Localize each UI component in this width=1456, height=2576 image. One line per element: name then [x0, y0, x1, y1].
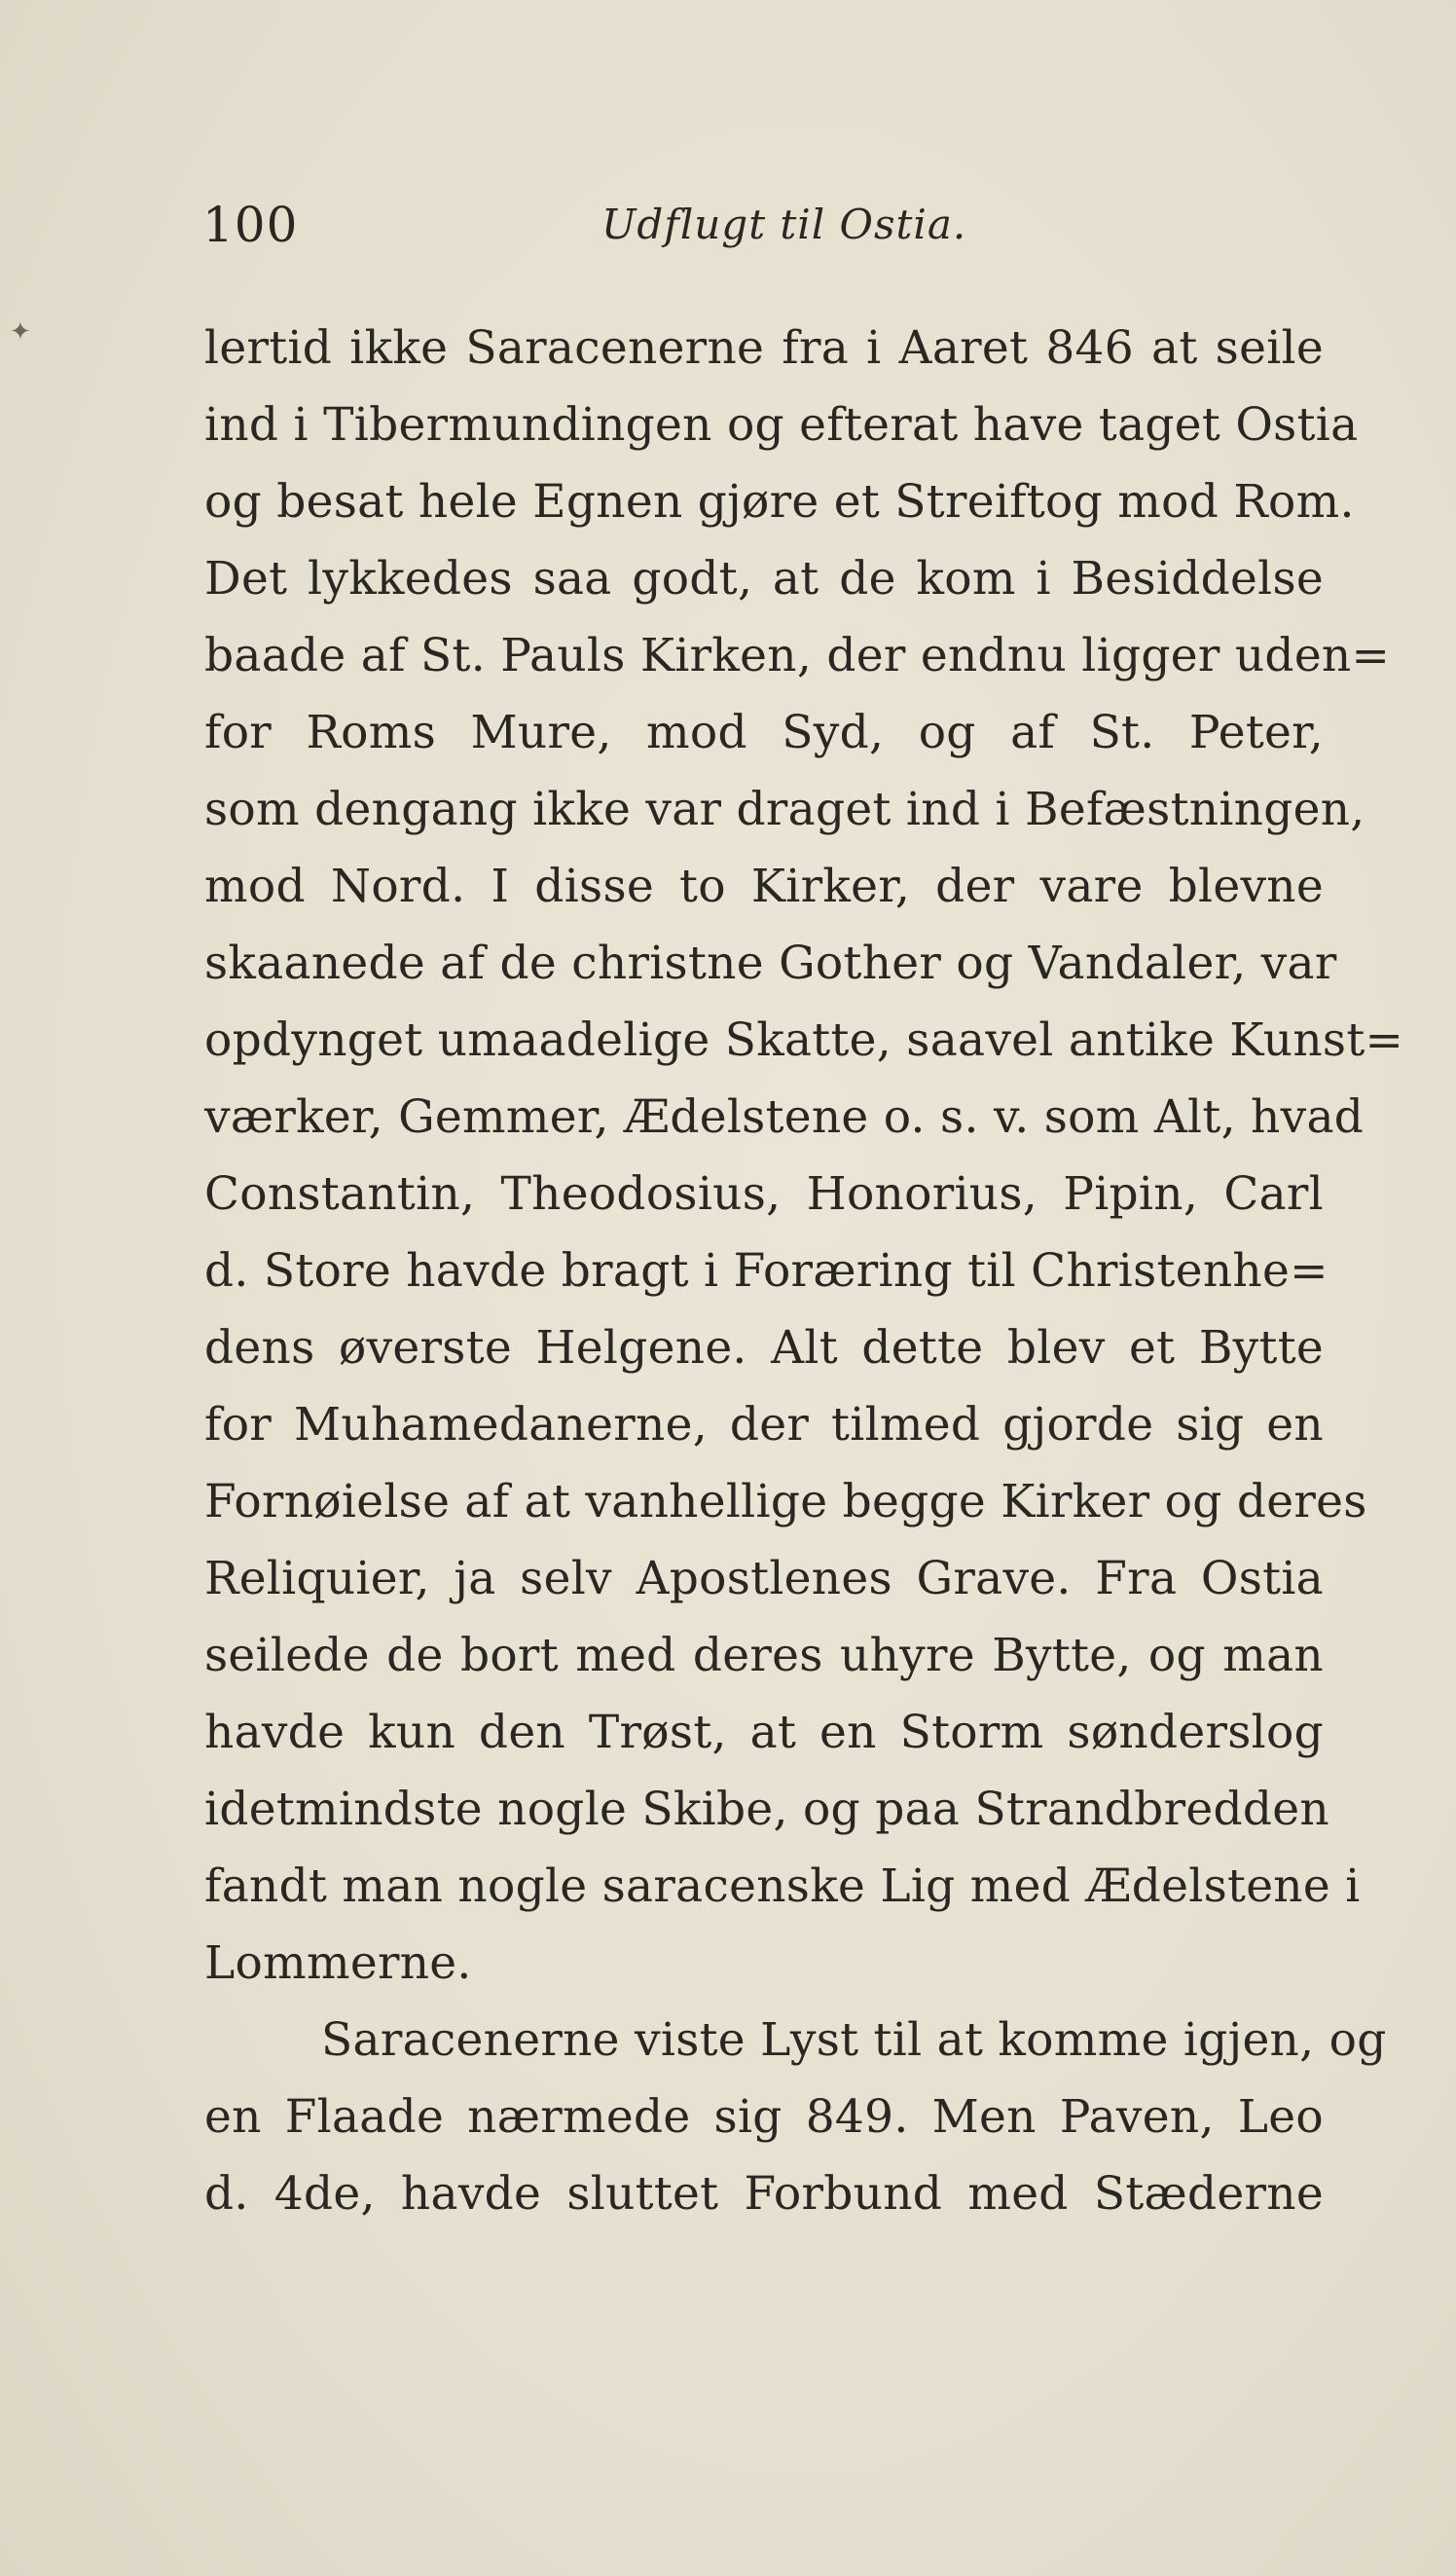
- text-line: fandt man nogle saracenske Lig med Ædelstene i: [204, 1859, 1361, 1913]
- text-line: Fornøielse af at vanhellige begge Kirker og deres: [204, 1475, 1367, 1528]
- text-line: Saracenerne viste Lyst til at komme igjen, og: [321, 2013, 1387, 2067]
- text-line: d. Store havde bragt i Foræring til Christenhe=: [204, 1244, 1329, 1298]
- text-line: en Flaade nærmede sig 849. Men Paven, Leo: [204, 2090, 1324, 2144]
- text-line: Constantin, Theodosius, Honorius, Pipin, Carl: [204, 1167, 1324, 1221]
- running-title: Udflugt til Ostia.: [601, 201, 967, 248]
- text-line: seilede de bort med deres uhyre Bytte, og man: [204, 1629, 1324, 1682]
- text-line: mod Nord. I disse to Kirker, der vare blevne: [204, 860, 1324, 913]
- text-line: Lommerne.: [204, 1936, 472, 1990]
- body-text: [204, 310, 1404, 2232]
- margin-mark: ✦: [10, 317, 31, 347]
- text-line: baade af St. Pauls Kirken, der endnu ligger uden=: [204, 629, 1391, 682]
- text-line: og besat hele Egnen gjøre et Streiftog mod Rom.: [204, 475, 1355, 529]
- text-line: ind i Tibermundingen og efterat have taget Ostia: [204, 398, 1359, 452]
- text-line: opdynget umaadelige Skatte, saavel antike Kunst=: [204, 1013, 1404, 1067]
- text-line: værker, Gemmer, Ædelstene o. s. v. som Alt, hvad: [204, 1090, 1365, 1144]
- text-line: havde kun den Trøst, at en Storm sønderslog: [204, 1706, 1324, 1759]
- text-line: d. 4de, havde sluttet Forbund med Stæderne: [204, 2167, 1324, 2221]
- text-line: Reliquier, ja selv Apostlenes Grave. Fra Ostia: [204, 1552, 1324, 1605]
- text-line: dens øverste Helgene. Alt dette blev et Bytte: [204, 1321, 1324, 1375]
- text-line: skaanede af de christne Gother og Vandaler, var: [204, 937, 1337, 990]
- page-number: 100: [202, 197, 299, 253]
- text-line: som dengang ikke var draget ind i Befæstningen,: [204, 783, 1365, 836]
- text-line: for Roms Mure, mod Syd, og af St. Peter,: [204, 706, 1324, 759]
- text-line: lertid ikke Saracenerne fra i Aaret 846 at seile: [204, 321, 1324, 375]
- text-line: idetmindste nogle Skibe, og paa Strandbredden: [204, 1783, 1329, 1836]
- text-line: Det lykkedes saa godt, at de kom i Besiddelse: [204, 552, 1324, 606]
- text-line: for Muhamedanerne, der tilmed gjorde sig en: [204, 1398, 1324, 1452]
- page-header: [202, 185, 1322, 263]
